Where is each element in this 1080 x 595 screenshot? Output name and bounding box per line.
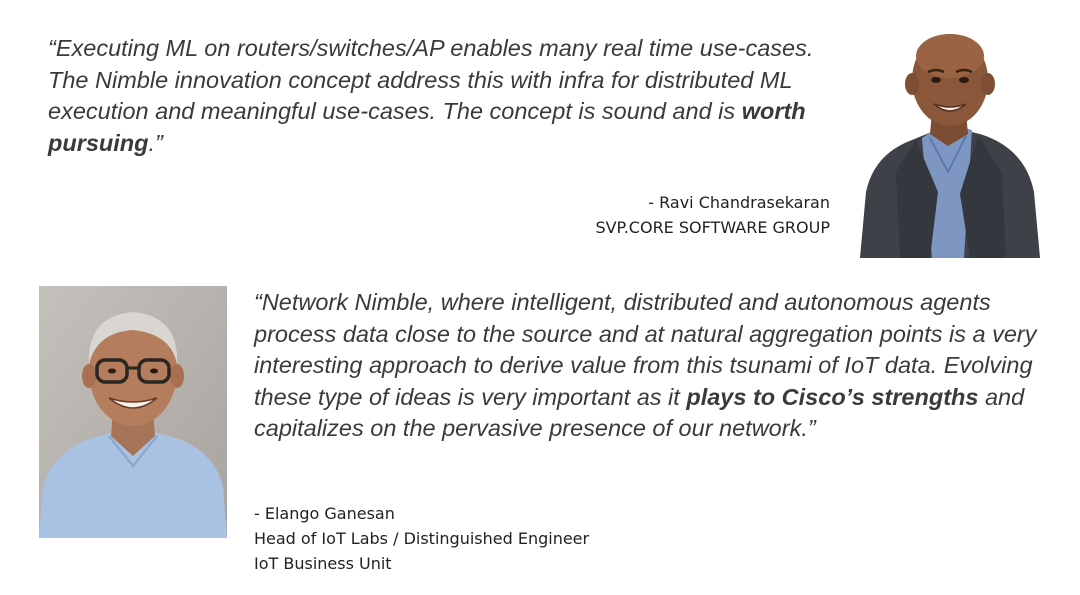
quote-text: “Executing ML on routers/switches/AP enables many real time use-cases. The Nimble innovation concept address this with infra for distributed ML execution and meaningful use-cases. The concept is sound and is	[48, 35, 814, 124]
attribution-title: Head of IoT Labs / Distinguished Engineer	[254, 529, 590, 548]
quote-ravi	[48, 33, 848, 159]
attribution-name: - Elango Ganesan	[254, 504, 395, 523]
quote-elango	[254, 287, 1054, 445]
attribution-unit: IoT Business Unit	[254, 554, 392, 573]
quote-emphasis: worth pursuing	[48, 98, 806, 156]
attribution-elango	[254, 501, 589, 576]
attribution-name: - Ravi Chandrasekaran	[648, 193, 830, 212]
quote-text-end: .”	[148, 129, 163, 156]
attribution-title: SVP.CORE SOFTWARE GROUP	[595, 218, 830, 237]
portrait-ravi-chandrasekaran	[860, 22, 1040, 258]
quote-text-end: and capitalizes on the pervasive presence of our network.”	[254, 383, 1025, 441]
quote-emphasis: plays to Cisco’s strengths	[686, 383, 979, 410]
attribution-ravi	[595, 190, 830, 240]
portrait-elango-ganesan	[39, 286, 227, 538]
quote-text: “Network Nimble, where intelligent, distributed and autonomous agents process data close to the source and at natural aggregation points is a very interesting approach to derive value from this tsunami of IoT data. Evolving these type of ideas is very important as it	[254, 289, 1037, 410]
